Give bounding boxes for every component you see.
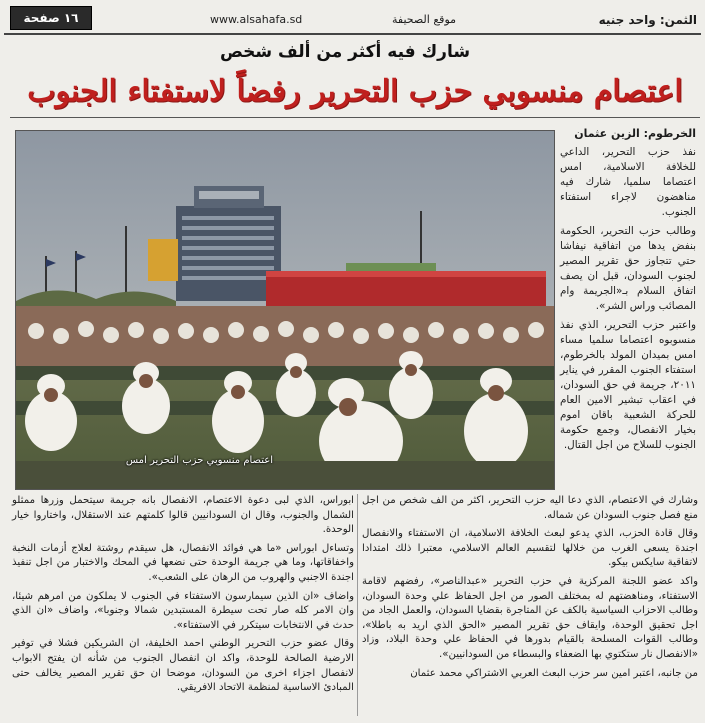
- article-bottom-right-column: [362, 494, 698, 685]
- site-label: موقع الصحيفة: [392, 13, 457, 26]
- paragraph: من جانبه، اعتبر امين سر حزب البعث العربي الاشتراكي محمد عثمان: [410, 667, 698, 679]
- headline-divider: [10, 117, 700, 118]
- article-right-column: [560, 126, 696, 457]
- paragraph: ابوراس، الذي لبى دعوة الاعتصام، الانفصال بانه جريمة سيتحمل وزرها ممثلو الشمال والجنوب، وقال ان السودانيين قالوا كلمتهم عند الاستقلال، واختاروا خيار الوحدة.: [12, 495, 354, 536]
- protest-photo: [15, 130, 555, 490]
- price-label: الثمن: واحد جنيه: [598, 13, 697, 27]
- column-divider: [357, 494, 358, 716]
- photo-caption: اعتصام منسوبي حزب التحرير امس: [125, 455, 273, 466]
- paragraph: واكد عضو اللجنة المركزية في حزب التحرير «عبدالناصر»، رفضهم لاقامة الاستفتاء، ومناهضتهم له بمختلف الصور من اجل الحفاظ علي وحدة السودان، وطالب الاحزاب السياسية بالكف عن المتاجرة بقضايا السودان، والعمل الجاد من اجل تحقيق الوحدة، وايقاف حق تقرير المصير «الحق الذي اريد به باطلا»، وطالب القوات المسلحة بالقيام بدورها في الحفاظ علي وحدة البلاد، وزاد «الانفصال نار ستكتوي بها الضعفاء والبسطاء من السودانيين».: [362, 575, 698, 660]
- article-headline: اعتصام منسوبي حزب التحرير رفضاً لاستفتاء الجنوب: [27, 74, 683, 109]
- masthead-bar: [4, 3, 701, 35]
- paragraph: وقال قادة الحزب، الذي يدعو لبعث الخلافة الاسلامية، ان الاستفتاء والانفصال اجندة يسعى الغرب من خلالها لتقسيم العالم الاسلامي، معتبرا ذلك امتدادا لاتفاقية سايكس بيكو.: [362, 528, 698, 569]
- paragraph: وطالب حزب التحرير، الحكومة بنفض يدها من اتفاقية نيفاشا حتي تتجاوز حق تقرير المصير لجنوب السودان، قبل ان يصف اتفاق السلام بـ«الجريمة وام المصائب وراس الشر».: [560, 225, 696, 312]
- paragraph: وشارك في الاعتصام، الذي دعا اليه حزب التحرير، اكثر من الف شخص من اجل منع فصل جنوب السودان عن شماله.: [362, 495, 698, 521]
- page-count-badge: ١٦ صفحة: [10, 6, 92, 30]
- paragraph: نفذ حزب التحرير، الداعي للخلافة الاسلامية، امس اعتصاما سلميا، شارك فيه مناهضون لاجراء استفتاء الجنوب.: [560, 146, 696, 218]
- article-byline: الخرطوم: الزين عثمان: [574, 127, 696, 140]
- paragraph: واعتبر حزب التحرير، الذي نفذ منسوبوه اعتصاما سلميا مساء امس بميدان المولد بالخرطوم، استفتاء الجنوب المقرر في يناير ٢٠١١، جريمة في حق السودان، في اعقاب تبشير الامين العام للحركة الشعبية باقان اموم بخيار الانفصال، وجمع حكومة الجنوب للسلاح من اجل القتال.: [560, 319, 696, 451]
- paragraph: وتساءل ابوراس «ما هي فوائد الانفصال، هل سيقدم روشتة لعلاج أزمات النخبة واخفاقاتها، وما هي جريمة الوحدة حتى نضعها في المحك والاختبار من اجل تنفيذ اجندة الاجنبي والهروب من الرهان على الشعب».: [12, 542, 354, 583]
- article-kicker: شارك فيه أكثر من ألف شخص: [219, 42, 471, 62]
- site-url: www.alsahafa.sd: [210, 13, 303, 26]
- article-bottom-left-column: [12, 494, 354, 700]
- paragraph: وقال عضو حزب التحرير الوطني احمد الخليفة، ان الشريكين فشلا في توفير الارضية الصالحة للوحدة، واكد ان انفصال الجنوب من شأنه ان يفتح الابواب لانفصال اجزاء اخرى من السودان، موضحا ان حق تقرير المصير يخالف حتى المبادئ الاساسية لمنظمة الاتحاد الافريقي.: [12, 638, 354, 694]
- paragraph: واضاف «ان الذين سيمارسون الاستفتاء في الجنوب لا يملكون من امرهم شيئا، وان الامر كله صار تحت سيطرة المستبدين شمالا وجنوبا»، واضاف «ان الذي حدث في الانتخابات سيتكرر في الاستفتاء».: [12, 590, 354, 631]
